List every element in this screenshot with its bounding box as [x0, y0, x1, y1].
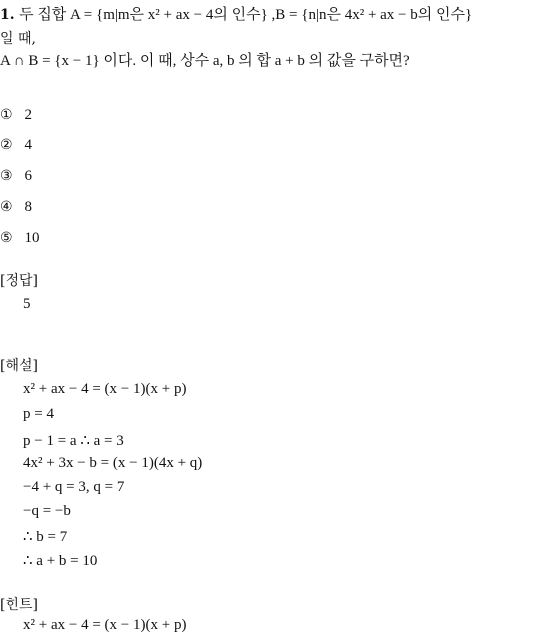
solution-line-7: ∴ b = 7: [23, 529, 68, 545]
solution-line-5: −4 + q = 3, q = 7: [23, 479, 125, 495]
choice-5-mark: ⑤: [0, 230, 13, 246]
answer-value: 5: [23, 296, 31, 312]
solution-line-6: −q = −b: [23, 503, 71, 519]
question-line-3: A ∩ B = {x − 1} 이다. 이 때, 상수 a, b 의 합 a + b 의 값을 구하면?: [0, 53, 410, 69]
choice-1-value: 2: [24, 107, 32, 123]
choice-4-mark: ④: [0, 199, 13, 215]
choice-2-mark: ②: [0, 137, 13, 153]
answer-header: [정답]: [0, 273, 38, 289]
choice-2[interactable]: [0, 137, 32, 154]
question-line-2: 일 때,: [0, 31, 36, 47]
solution-line-3: p − 1 = a ∴ a = 3: [23, 433, 124, 449]
choice-3-value: 6: [24, 168, 32, 184]
question-number: 1.: [0, 7, 15, 23]
solution-line-2: p = 4: [23, 406, 54, 422]
choice-2-value: 4: [24, 137, 32, 153]
choice-5-value: 10: [24, 230, 40, 246]
choice-4[interactable]: [0, 199, 32, 216]
choice-1[interactable]: [0, 107, 32, 124]
choice-1-mark: ①: [0, 107, 13, 123]
hint-line-1: x² + ax − 4 = (x − 1)(x + p): [23, 617, 187, 633]
choice-3-mark: ③: [0, 168, 13, 184]
question-line-1: [0, 3, 472, 24]
choice-3[interactable]: [0, 168, 32, 185]
choice-5[interactable]: [0, 230, 39, 247]
solution-header: [해설]: [0, 358, 38, 374]
question-text-line-1: 두 집합 A = {m|m은 x² + ax − 4의 인수} ,B = {n|n은 4x² + ax − b의 인수}: [19, 7, 473, 23]
solution-line-4: 4x² + 3x − b = (x − 1)(4x + q): [23, 455, 203, 471]
solution-line-1: x² + ax − 4 = (x − 1)(x + p): [23, 381, 187, 397]
choice-4-value: 8: [24, 199, 32, 215]
hint-header: [힌트]: [0, 597, 38, 613]
solution-line-8: ∴ a + b = 10: [23, 553, 98, 569]
